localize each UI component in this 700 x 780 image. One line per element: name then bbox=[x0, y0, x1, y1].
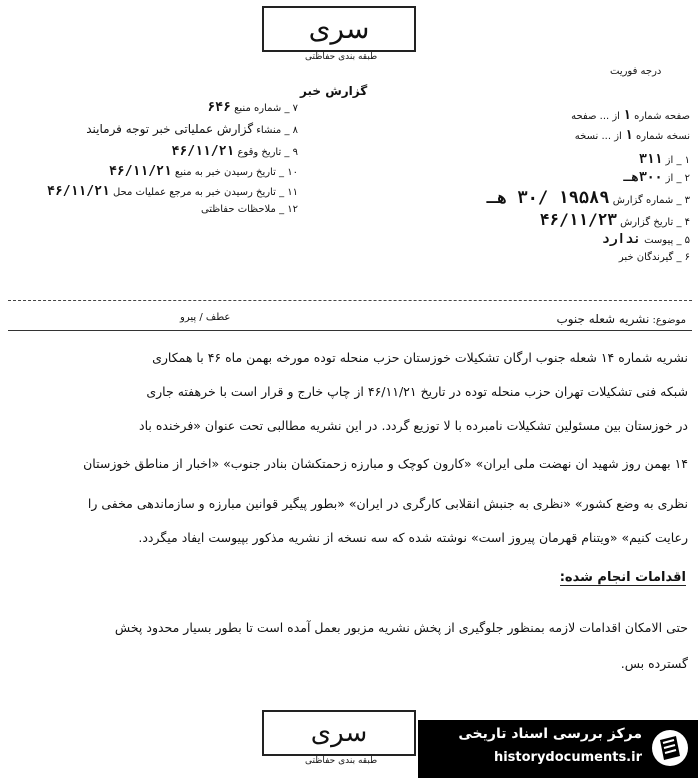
body-line: رعایت کنیم» «ویتنام قهرمان پیروز است» نوشته شده که سه نسخه از نشریه مذکور بپیوست ایفاد میگردد. bbox=[138, 530, 688, 545]
report-title: گزارش خبر bbox=[300, 84, 368, 98]
right-fields bbox=[400, 108, 690, 268]
left-fields bbox=[8, 100, 298, 230]
field-report-date: ۴ _ تاریخ گزارش ۴۶/۱۱/۲۳ bbox=[539, 210, 690, 229]
watermark-logo bbox=[418, 720, 698, 778]
subject-underline bbox=[8, 330, 692, 331]
field-source-receive-date: ۱۰ _ تاریخ رسیدن خبر به منبع ۴۶/۱۱/۲۱ bbox=[109, 164, 298, 179]
subject-label: موضوع: bbox=[652, 315, 686, 326]
classification-stamp-bottom: سری bbox=[262, 710, 416, 756]
subject-row bbox=[556, 312, 686, 326]
field-source-number: ۷ _ شماره منبع ۶۴۶ bbox=[207, 100, 298, 115]
field-origin: ۸ _ منشاء گزارش عملیاتی خبر توجه فرمایند bbox=[86, 122, 298, 136]
field-from-2: ۲ _ از ۳۰۰هـ bbox=[623, 170, 690, 185]
field-security-notes: ۱۲ _ ملاحظات حفاظتی bbox=[200, 204, 298, 215]
body-line: نظری به وضع کشور» «نظری به جنبش انقلابی کارگری در ایران» «بطور پیگیر قوانین مبارزه و سازماندهی مخفی را bbox=[87, 496, 688, 511]
field-copy-number: نسخه شماره ۱ از ... نسخه bbox=[574, 128, 690, 143]
body-line: شبکه فنی تشکیلات تهران حزب منحله توده در تاریخ ۴۶/۱۱/۲۱ از چاپ خارج و قرار است با خرهفته جاری bbox=[146, 384, 688, 399]
header-divider bbox=[8, 300, 692, 301]
priority-label: درجه فوریت bbox=[610, 66, 662, 77]
watermark-title: مرکز بررسی اسناد تاریخی bbox=[458, 726, 642, 742]
actions-heading: اقدامات انجام شده: bbox=[559, 570, 686, 585]
subject-value: نشریه شعله جنوب bbox=[556, 312, 650, 326]
field-page-number: صفحه شماره ۱ از ... صفحه bbox=[571, 108, 690, 123]
subject-reference: عطف / پیرو bbox=[180, 312, 231, 323]
classification-caption-bottom: طبقه بندی حفاظتی bbox=[305, 756, 378, 766]
field-authority-receive-date: ۱۱ _ تاریخ رسیدن خبر به مرجع عملیات محل ۴۶/۱۱/۲۱ bbox=[47, 184, 298, 199]
body-line: در خوزستان بین مسئولین تشکیلات نامبرده با لا توزیع گردد. در این نشریه مطالبی تحت عنوان «فرخنده باد bbox=[139, 418, 688, 433]
actions-line: گسترده بس. bbox=[620, 656, 688, 671]
field-recipients: ۶ _ گیرندگان خبر bbox=[618, 252, 690, 263]
field-attachment: ۵ _ پیوست ندارد bbox=[601, 232, 690, 247]
field-from-1: ۱ _ از ۳۱۱ bbox=[638, 152, 690, 167]
classification-stamp-top: سری bbox=[262, 6, 416, 52]
body-line: نشریه شماره ۱۴ شعله جنوب ارگان تشکیلات خوزستان حزب منحله توده مورخه بهمن ماه ۴۶ با همکاری bbox=[152, 350, 688, 365]
watermark-url: historydocuments.ir bbox=[493, 750, 642, 765]
classification-caption-top: طبقه بندی حفاظتی bbox=[305, 52, 378, 62]
document-archive-icon bbox=[650, 728, 690, 768]
actions-line: حتی الامکان اقدامات لازمه بمنظور جلوگیری از پخش نشریه مزبور بعمل آمده است تا بطور بسیار محدود پخش bbox=[114, 620, 688, 635]
body-line: ۱۴ بهمن روز شهید ان نهضت ملی ایران» «کارون کوچک و مبارزه زحمتکشان بنادر جنوب» «اخبار از مناطق خوزستان bbox=[83, 456, 688, 471]
field-occurrence-date: ۹ _ تاریخ وقوع ۴۶/۱۱/۲۱ bbox=[171, 144, 298, 159]
field-report-number: ۳ _ شماره گزارش ۱۹۵۸۹ /۳۰ هـ bbox=[486, 188, 690, 208]
